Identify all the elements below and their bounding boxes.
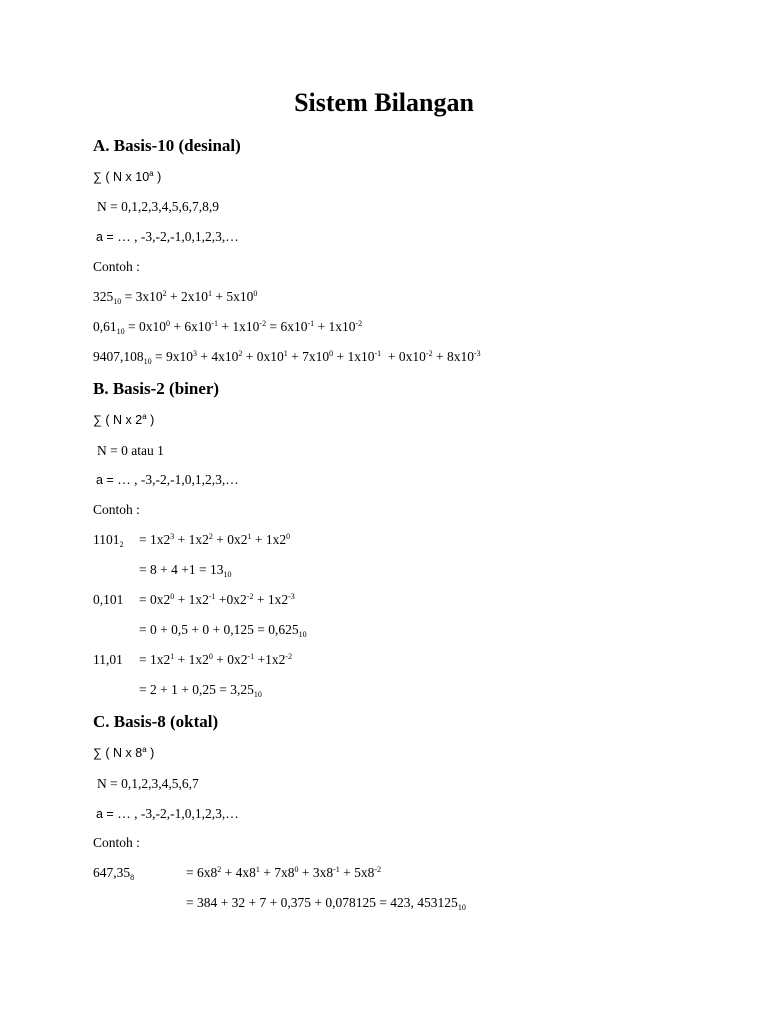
subscript: 10 [143,357,152,366]
section-b-example-2-rhs [139,591,295,609]
equation-term: +0x2 [215,592,247,607]
section-b-example-2-result [139,621,307,639]
equation-term: + 1x2 [174,652,209,667]
equation-term: + 0x10 [381,349,426,364]
equation-term: = 8 + 4 +1 = 13 [139,562,224,577]
equation-term: 325 [93,289,114,304]
equation-term: … [225,806,239,821]
section-a-a-definition [96,228,239,246]
formula-exponent: a [142,745,147,754]
superscript: 2 [162,289,167,298]
superscript: -1 [211,319,219,328]
section-c-formula [93,744,154,762]
equation-term: = 0x2 [139,592,171,607]
superscript: -1 [208,592,216,601]
superscript: 0 [208,652,213,661]
equation-term: = 0 + 0,5 + 0 + 0,125 = 0,625 [139,622,299,637]
equation-term: 0,61 [93,319,117,334]
superscript: 1 [283,349,288,358]
equation-term: = 6x10 [266,319,308,334]
equation-term: a = [96,473,118,487]
equation-term: = 9x10 [151,349,193,364]
equation-term: + 1x10 [314,319,356,334]
equation-term: … [225,472,239,487]
equation-term: + 1x2 [174,532,209,547]
subscript: 10 [116,327,125,336]
section-b-example-3-rhs [139,651,292,669]
equation-term: = 1x2 [139,532,171,547]
equation-term: 647,35 [93,865,131,880]
section-b-a-definition [96,471,239,489]
equation-term: + 3x8 [298,865,334,880]
superscript: 1 [208,289,212,298]
equation-term: + 1x10 [333,349,375,364]
superscript: 2 [208,532,213,541]
section-b-example-1-result [139,561,231,579]
subscript: 8 [130,873,135,882]
a-def-prefix: a = [96,230,118,244]
formula-exponent: a [149,169,154,178]
section-b-contoh-label: Contoh : [93,502,140,517]
superscript: 3 [193,349,197,358]
superscript: 0 [166,319,170,328]
equation-term: + 4x10 [197,349,239,364]
formula-close: ) [153,170,162,184]
equation-term: +1x2 [254,652,286,667]
equation-term: 1101 [93,532,120,547]
superscript: 0 [294,865,299,874]
equation-term: + 0x2 [212,652,248,667]
superscript: -3 [288,592,295,601]
section-a-n-definition: N = 0,1,2,3,4,5,6,7,8,9 [97,199,219,214]
formula-text: ∑ ( N x 8 [93,746,143,760]
equation-term: + 0x2 [212,532,248,547]
superscript: -1 [247,652,255,661]
section-a-heading: A. Basis-10 (desinal) [93,136,241,155]
section-b-example-2-lhs: 0,101 [93,592,124,607]
formula-close: ) [146,746,155,760]
section-b-example-1-lhs [93,531,124,549]
section-b-heading: B. Basis-2 (biner) [93,379,220,398]
equation-term: + 8x10 [432,349,474,364]
subscript: 10 [298,630,307,639]
equation-term: + 6x10 [170,319,212,334]
equation-term: = 2 + 1 + 0,25 = 3,25 [139,682,254,697]
equation-term: 9407,108 [93,349,144,364]
equation-term: + 1x10 [218,319,260,334]
superscript: 0 [170,592,175,601]
section-c-n-definition: N = 0,1,2,3,4,5,6,7 [97,776,199,791]
equation-term: + 0x10 [242,349,284,364]
superscript: -2 [259,319,267,328]
superscript: 0 [286,532,291,541]
section-b-n-definition: N = 0 atau 1 [97,443,164,458]
section-c-example-1-rhs [186,864,381,882]
section-b-formula [93,411,154,429]
superscript: 1 [247,532,252,541]
a-def-range: … , -3,-2,-1,0,1,2,3, [117,229,226,244]
page-title: Sistem Bilangan [294,88,474,117]
superscript: 1 [255,865,260,874]
section-a-formula [93,168,161,186]
superscript: 3 [170,532,175,541]
subscript: 10 [253,690,262,699]
equation-term: + 7x8 [259,865,295,880]
equation-term: … , -3,-2,-1,0,1,2,3, [117,472,226,487]
equation-term: + 1x2 [253,592,289,607]
subscript: 10 [457,903,466,912]
equation-term: + 7x10 [287,349,330,364]
superscript: 0 [329,349,334,358]
section-c-contoh-label: Contoh : [93,835,140,850]
formula-close: ) [146,413,155,427]
superscript: -2 [355,319,363,328]
section-c-a-definition [96,805,239,823]
superscript: 0 [253,289,258,298]
formula-exponent: a [142,412,147,421]
section-c-heading: C. Basis-8 (oktal) [93,712,219,731]
section-b-example-3-lhs: 11,01 [93,652,123,667]
superscript: 2 [238,349,243,358]
section-a-example-1 [93,288,257,306]
section-b-example-3-result [139,681,262,699]
section-a-contoh-label: Contoh : [93,259,140,274]
superscript: -2 [285,652,293,661]
subscript: 2 [119,540,124,549]
equation-term: + 1x2 [251,532,287,547]
subscript: 10 [113,297,122,306]
equation-term: = 1x2 [139,652,171,667]
superscript: 1 [170,652,175,661]
equation-term: … , -3,-2,-1,0,1,2,3, [117,806,226,821]
superscript: -1 [307,319,315,328]
formula-text: ∑ ( N x 10 [93,170,150,184]
equation-term: + 1x2 [174,592,209,607]
superscript: 2 [217,865,222,874]
equation-term: + 5x10 [212,289,254,304]
superscript: -2 [425,349,433,358]
equation-term: a = [96,807,118,821]
superscript: -1 [374,349,382,358]
equation-term: + 4x8 [221,865,256,880]
superscript: -2 [246,592,254,601]
section-b-example-1-rhs [139,531,290,549]
equation-term: = 3x10 [121,289,163,304]
section-a-example-2 [93,318,362,336]
section-c-example-1-lhs [93,864,134,882]
equation-term: = 6x8 [186,865,218,880]
subscript: 10 [223,570,232,579]
section-a-example-3 [93,348,481,366]
section-c-example-1-result [186,894,466,912]
equation-term: + 2x10 [166,289,208,304]
equation-term: + 5x8 [339,865,375,880]
superscript: -3 [473,349,481,358]
equation-term: = 384 + 32 + 7 + 0,375 + 0,078125 = 423, 453125 [186,895,458,910]
equation-term: = 0x10 [124,319,166,334]
formula-text: ∑ ( N x 2 [93,413,143,427]
a-def-ellipsis: … [225,229,239,244]
superscript: -1 [333,865,340,874]
superscript: -2 [374,865,382,874]
